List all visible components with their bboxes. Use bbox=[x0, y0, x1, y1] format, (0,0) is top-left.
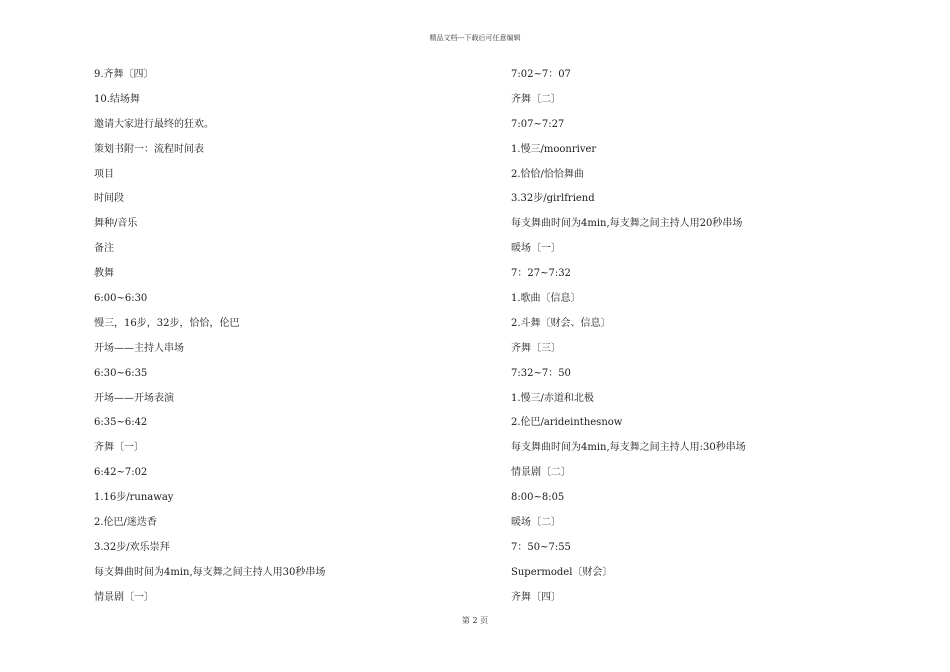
text-line: 6:30~6:35 bbox=[94, 367, 148, 379]
text-line: 1.16步/runaway bbox=[94, 492, 174, 504]
text-line: 7：50~7:55 bbox=[511, 541, 571, 553]
page-number: 第 2 页 bbox=[461, 616, 489, 625]
text-line: 1.慢三/赤道和北极 bbox=[511, 392, 594, 404]
text-line: 7：27~7:32 bbox=[511, 268, 571, 280]
text-line: 开场——主持人串场 bbox=[94, 342, 184, 354]
text-line: 教舞 bbox=[94, 268, 114, 280]
text-line: 2.伦巴/arideinthesnow bbox=[511, 417, 623, 429]
text-line: 7:32~7：50 bbox=[511, 367, 571, 379]
text-line: 10.结场舞 bbox=[94, 93, 140, 105]
text-line: 策划书附一：流程时间表 bbox=[94, 143, 204, 155]
text-line: 齐舞〔二〕 bbox=[511, 93, 561, 105]
text-line: 情景剧〔二〕 bbox=[511, 467, 571, 479]
text-line: 6:42~7:02 bbox=[94, 467, 148, 479]
text-line: 舞种/音乐 bbox=[94, 218, 138, 230]
text-line: 齐舞〔一〕 bbox=[94, 442, 144, 454]
text-line: Supermodel〔财会〕 bbox=[511, 566, 613, 578]
text-line: 每支舞曲时间为4min,每支舞之间主持人用20秒串场 bbox=[511, 218, 743, 230]
text-line: 6:35~6:42 bbox=[94, 417, 148, 429]
text-line: 2.伦巴/迷迭香 bbox=[94, 517, 157, 529]
text-line: 邀请大家进行最终的狂欢。 bbox=[94, 118, 214, 130]
text-line: 8:00~8:05 bbox=[511, 492, 565, 504]
text-line: 3.32步/girlfriend bbox=[511, 193, 595, 205]
right-column bbox=[511, 67, 746, 615]
text-line: 2.恰恰/恰恰舞曲 bbox=[511, 168, 584, 180]
text-line: 齐舞〔三〕 bbox=[511, 342, 561, 354]
text-line: 项目 bbox=[94, 168, 114, 180]
text-line: 3.32步/欢乐崇拜 bbox=[94, 541, 170, 553]
text-line: 暖场〔一〕 bbox=[511, 243, 561, 255]
text-line: 7:07~7:27 bbox=[511, 118, 565, 130]
text-line: 每支舞曲时间为4min,每支舞之间主持人用30秒串场 bbox=[94, 566, 326, 578]
text-line: 每支舞曲时间为4min,每支舞之间主持人用:30秒串场 bbox=[511, 442, 746, 454]
text-line: 1.歌曲〔信息〕 bbox=[511, 293, 581, 305]
text-line: 6:00~6:30 bbox=[94, 293, 148, 305]
text-line: 1.慢三/moonriver bbox=[511, 143, 597, 155]
text-line: 2.斗舞〔财会、信息〕 bbox=[511, 317, 611, 329]
text-line: 开场——开场表演 bbox=[94, 392, 174, 404]
left-column bbox=[94, 67, 325, 615]
page-header: 精品文档---下载后可任意编辑 bbox=[429, 34, 521, 42]
text-line: 慢三，16步，32步，恰恰，伦巴 bbox=[94, 317, 240, 329]
text-line: 时间段 bbox=[94, 193, 124, 205]
text-line: 齐舞〔四〕 bbox=[511, 591, 561, 603]
text-line: 备注 bbox=[94, 243, 114, 255]
text-line: 暖场〔二〕 bbox=[511, 517, 561, 529]
text-line: 7:02~7：07 bbox=[511, 69, 571, 80]
text-line: 9.齐舞〔四〕 bbox=[94, 69, 154, 80]
text-line: 情景剧〔一〕 bbox=[94, 591, 154, 603]
